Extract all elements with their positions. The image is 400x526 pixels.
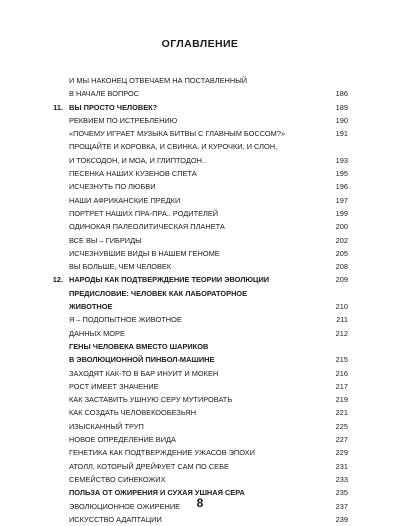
toc-entry [0, 180, 400, 193]
entry-page-number: 229 [335, 448, 348, 458]
toc-entry [0, 300, 400, 313]
toc-entry [0, 101, 400, 114]
entry-title: ГЕНЫ ЧЕЛОВЕКА ВМЕСТО ШАРИКОВ [69, 341, 209, 351]
entry-title: НАШИ АФРИКАНСКИЕ ПРЕДКИ [69, 195, 181, 205]
entry-title: НОВОЕ ОПРЕДЕЛЕНИЕ ВИДА [69, 435, 176, 445]
entry-title: «ПОЧЕМУ ИГРАЕТ МУЗЫКА БИТВЫ С ГЛАВНЫМ БОССОМ?» [69, 129, 286, 139]
entry-title: ИЗЫСКАННЫЙ ТРУП [69, 421, 144, 431]
entry-page-number: 211 [336, 315, 348, 325]
entry-title: ПЕСЕНКА НАШИХ КУЗЕНОВ СПЕТА [69, 169, 197, 179]
entry-title: ВЫ БОЛЬШЕ, ЧЕМ ЧЕЛОВЕК [69, 262, 172, 272]
toc-entry [0, 207, 400, 220]
entry-page-number: 216 [335, 368, 348, 378]
toc-entry [0, 313, 400, 326]
entry-page-number: 235 [335, 488, 348, 498]
toc-entry [0, 513, 400, 526]
entry-page-number: 233 [335, 474, 348, 484]
entry-title: СЕМЕЙСТВО СИНЕКОЖИХ [69, 474, 166, 484]
entry-title: ДАННЫХ МОРЕ [69, 328, 125, 338]
entry-page-number: 219 [335, 395, 348, 405]
entry-page-number: 190 [335, 115, 348, 125]
entry-page-number: 221 [335, 408, 348, 418]
entry-title: ЖИВОТНОЕ [69, 302, 113, 312]
entry-title: ВСЕ ВЫ – ГИБРИДЫ [69, 235, 142, 245]
toc-entry [0, 380, 400, 393]
entry-title: АТОЛЛ, КОТОРЫЙ ДРЕЙФУЕТ САМ ПО СЕБЕ [69, 461, 229, 471]
toc-entry [0, 234, 400, 247]
entry-page-number: 209 [335, 275, 348, 285]
entry-title: ЗАХОДЯТ КАК-ТО В БАР ИНУИТ И МОКЕН [69, 368, 219, 378]
entry-title: И МЫ НАКОНЕЦ ОТВЕЧАЕМ НА ПОСТАВЛЕННЫЙ [69, 76, 248, 85]
chapter-number: 12. [52, 275, 63, 285]
toc-entry [0, 460, 400, 473]
entry-page-number: 210 [335, 302, 348, 312]
entry-page-number: 237 [335, 501, 348, 511]
toc-entry [0, 260, 400, 273]
entry-page-number: 215 [335, 355, 348, 365]
toc-entry [0, 473, 400, 486]
entry-title: В НАЧАЛЕ ВОПРОС [69, 89, 140, 99]
entry-title: ИСЧЕЗНУВШИЕ ВИДЫ В НАШЕМ ГЕНОМЕ [69, 248, 220, 258]
entry-page-number: 231 [335, 461, 348, 471]
toc-entry [0, 406, 400, 419]
entry-page-number: 191 [335, 129, 348, 139]
entry-page-number: 217 [335, 381, 348, 391]
entry-page-number: 197 [335, 195, 348, 205]
entry-title: И ТОКСОДОН, И МОА, И ГЛИПТОДОН.. [69, 155, 207, 165]
entry-title: ИСКУССТВО АДАПТАЦИИ [69, 514, 162, 524]
entry-page-number: 189 [335, 102, 348, 112]
toc-entry [0, 247, 400, 260]
toc-entry [0, 446, 400, 459]
toc-entry [0, 433, 400, 446]
entry-title: В ЭВОЛЮЦИОННОЙ ПИНБОЛ-МАШИНЕ [69, 355, 215, 365]
page-title: ОГЛАВЛЕНИЕ [161, 38, 239, 50]
toc-entry [0, 74, 400, 87]
entry-title: ВЫ ПРОСТО ЧЕЛОВЕК? [69, 102, 158, 112]
entry-page-number: 200 [335, 222, 348, 232]
chapter-number: 11. [53, 102, 63, 112]
toc-entry [0, 327, 400, 340]
toc-entry [0, 420, 400, 433]
toc-entry [0, 114, 400, 127]
entry-title: РОСТ ИМЕЕТ ЗНАЧЕНИЕ [69, 381, 159, 391]
entry-title: КАК ЗАСТАВИТЬ УШНУЮ СЕРУ МУТИРОВАТЬ [69, 395, 233, 405]
entry-title: ГЕНЕТИКА КАК ПОДТВЕРЖДЕНИЕ УЖАСОВ ЭПОХИ [69, 448, 255, 458]
entry-page-number: 193 [335, 155, 348, 165]
entry-page-number: 195 [335, 169, 348, 179]
entry-title: КАК СОЗДАТЬ ЧЕЛОВЕКООБЕЗЬЯН [69, 408, 197, 418]
entry-page-number: 227 [335, 435, 348, 445]
entry-title: ПРОЩАЙТЕ И КОРОВКА, И СВИНКА, И КУРОЧКИ, И СЛОН, [69, 142, 278, 152]
entry-title: РЕКВИЕМ ПО ИСТРЕБЛЕНИЮ [69, 115, 178, 125]
toc-entry [0, 367, 400, 380]
toc-entry [0, 167, 400, 180]
toc-entry [0, 393, 400, 406]
toc-entry [0, 154, 400, 167]
entry-title: Я – ПОДОПЫТНОЕ ЖИВОТНОЕ [69, 315, 182, 325]
entry-title: ЭВОЛЮЦИОННОЕ ОЖИРЕНИЕ [69, 501, 181, 511]
toc-entry [0, 220, 400, 233]
toc-entry [0, 87, 400, 100]
entry-title: ПРЕДИСЛОВИЕ: ЧЕЛОВЕК КАК ЛАБОРАТОРНОЕ [69, 288, 248, 298]
toc-entry [0, 287, 400, 300]
table-of-contents [0, 74, 400, 526]
entry-page-number: 239 [335, 514, 348, 524]
entry-page-number: 205 [335, 248, 348, 258]
toc-entry [0, 353, 400, 366]
toc-entry [0, 127, 400, 140]
entry-title: ИСЧЕЗНУТЬ ПО ЛЮБВИ [69, 182, 156, 192]
toc-entry [0, 140, 400, 153]
entry-page-number: 202 [335, 235, 348, 245]
toc-entry [0, 194, 400, 207]
entry-page-number: 212 [335, 328, 348, 338]
toc-entry [0, 273, 400, 286]
page-number: 8 [196, 496, 204, 510]
entry-page-number: 208 [335, 262, 348, 272]
entry-page-number: 225 [335, 421, 348, 431]
entry-page-number: 186 [335, 89, 348, 99]
entry-title: ОДИНОКАЯ ПАЛЕОЛИТИЧЕСКАЯ ПЛАНЕТА [69, 222, 225, 232]
entry-title: НАРОДЫ КАК ПОДТВЕРЖДЕНИЕ ТЕОРИИ ЭВОЛЮЦИИ [69, 275, 270, 285]
toc-entry [0, 340, 400, 353]
entry-title: ПОРТРЕТ НАШИХ ПРА-ПРА.. РОДИТЕЛЕЙ [69, 208, 219, 218]
entry-page-number: 199 [335, 208, 348, 218]
entry-title: ПОЛЬЗА ОТ ОЖИРЕНИЯ И СУХАЯ УШНАЯ СЕРА [69, 488, 245, 498]
entry-page-number: 196 [335, 182, 348, 192]
